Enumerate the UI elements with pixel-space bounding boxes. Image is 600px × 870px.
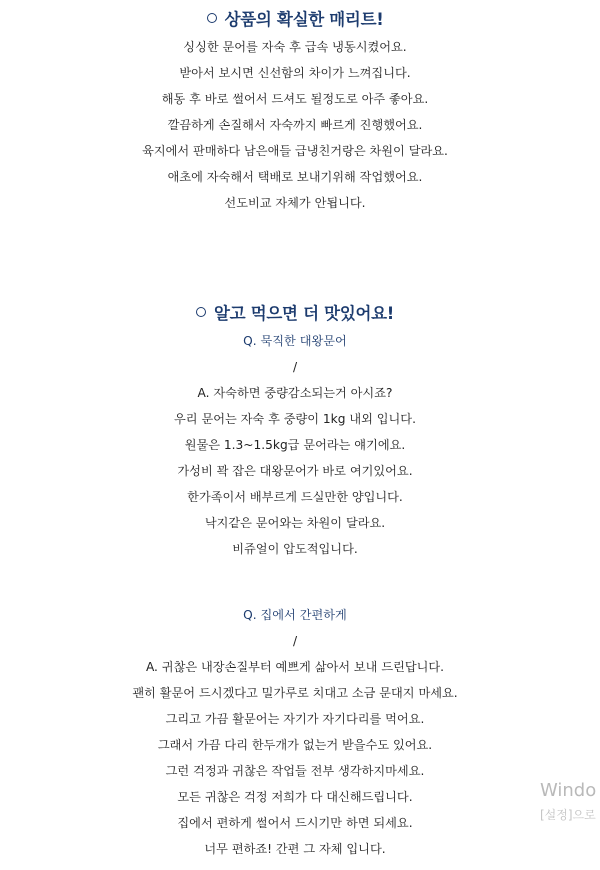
merit-line: 애초에 자숙해서 택배로 보내기위해 작업했어요. xyxy=(167,170,423,184)
merit-line: 받아서 보시면 신선함의 차이가 느껴집니다. xyxy=(179,66,411,80)
qa2-answer-line: 그래서 가끔 다리 한두개가 없는거 받을수도 있어요. xyxy=(157,738,433,752)
qa1-answer-line: 가성비 꽉 잡은 대왕문어가 바로 여기있어요. xyxy=(177,464,413,478)
qa1-answer-line: A. 자숙하면 중량감소되는거 아시죠? xyxy=(197,386,393,400)
merit-line: 깔끔하게 손질해서 자숙까지 빠르게 진행했어요. xyxy=(167,118,423,132)
circle-bullet-icon xyxy=(207,13,217,23)
merit-line: 해동 후 바로 썰어서 드셔도 될정도로 아주 좋아요. xyxy=(161,92,429,106)
qa1-answer-line: 우리 문어는 자숙 후 중량이 1kg 내외 입니다. xyxy=(174,412,416,426)
merit-heading xyxy=(0,6,590,30)
qa2-answer-line: 괜히 활문어 드시겠다고 밀가루로 치대고 소금 문대지 마세요. xyxy=(132,686,458,700)
qa1-answer-line: 한가족이서 배부르게 드실만한 양입니다. xyxy=(187,490,403,504)
qa2-answer-line: 그리고 가끔 활문어는 자기가 자기다리를 먹어요. xyxy=(165,712,425,726)
qa1-answer-line: 원물은 1.3~1.5kg급 문어라는 얘기에요. xyxy=(184,438,406,452)
windows-watermark-subtitle: [설정]으로 xyxy=(540,808,596,822)
qa1-question: Q. 묵직한 대왕문어 xyxy=(243,334,347,348)
qa1-answer-line: 낙지같은 문어와는 차원이 달라요. xyxy=(204,516,386,530)
qa2-question: Q. 집에서 간편하게 xyxy=(243,608,347,622)
windows-watermark-title: Windo xyxy=(540,780,597,801)
tasty-section xyxy=(0,300,590,562)
qa2-separator: / xyxy=(292,634,298,648)
merit-line: 싱싱한 문어를 자숙 후 급속 냉동시켰어요. xyxy=(183,40,407,54)
qa2-answer-line: 너무 편하죠! 간편 그 자체 입니다. xyxy=(204,842,386,856)
circle-bullet-icon xyxy=(196,307,206,317)
qa2-answer-line: 집에서 편하게 썰어서 드시기만 하면 되세요. xyxy=(177,816,413,830)
merit-line: 육지에서 판매하다 남은애들 급냉친거랑은 차원이 달라요. xyxy=(142,144,448,158)
tasty-heading-text: 알고 먹으면 더 맛있어요! xyxy=(214,304,394,323)
qa2-answer-line: A. 귀찮은 내장손질부터 예쁘게 삶아서 보내 드린답니다. xyxy=(145,660,445,674)
qa1-separator: / xyxy=(292,360,298,374)
qa2-answer-line: 그런 걱정과 귀찮은 작업들 전부 생각하지마세요. xyxy=(165,764,425,778)
qa2-section xyxy=(0,602,590,862)
merit-line: 선도비교 자체가 안됩니다. xyxy=(224,196,366,210)
merit-heading-text: 상품의 확실한 매리트! xyxy=(224,10,384,29)
tasty-heading xyxy=(0,300,590,324)
qa1-answer-line: 비쥬얼이 압도적입니다. xyxy=(232,542,358,556)
qa2-answer-line: 모든 귀찮은 걱정 저희가 다 대신해드립니다. xyxy=(177,790,413,804)
merit-section xyxy=(0,6,590,216)
